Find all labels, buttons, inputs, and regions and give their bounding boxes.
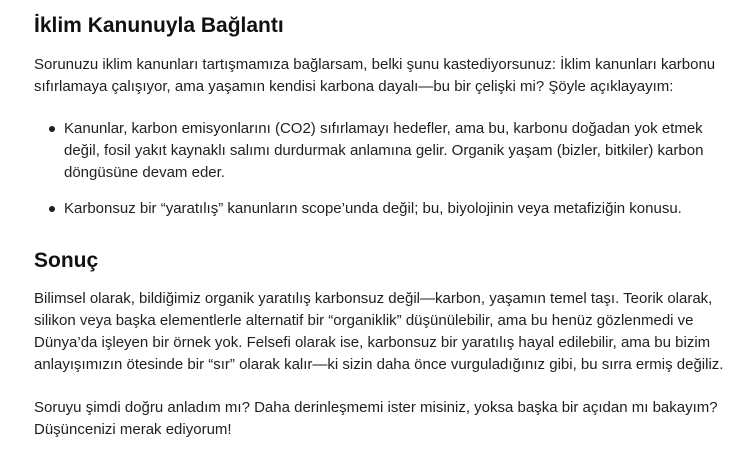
bullet-item: Kanunlar, karbon emisyonlarını (CO2) sıfırlamayı hedefler, ama bu, karbonu doğadan yok etmek değil, fosil yakıt kaynaklı salımı durdurmak anlamına gelir. Organik yaşam (bizler, bitkiler) karbon döngüsüne devam eder. <box>34 118 740 184</box>
bullet-list <box>34 118 740 220</box>
conclusion-paragraph: Bilimsel olarak, bildiğimiz organik yaratılış karbonsuz değil—karbon, yaşamın temel taşı. Teorik olarak, silikon veya başka elementlerle alternatif bir “organiklik” düşünülebilir, ama bu henüz gözlenmedi ve Dünya’da işleyen bir örnek yok. Felsefi olarak ise, karbonsuz bir yaratılış hayal edilebilir, ama bu bizim anlayışımızın ötesinde bir “sır” olarak kalır—ki sizin daha önce vurguladığınız gibi, bu sırra ermiş değiliz. <box>34 290 724 373</box>
intro-paragraph: Sorunuzu iklim kanunları tartışmamıza bağlarsam, belki şunu kastediyorsunuz: İklim kanunları karbonu sıfırlamaya çalışıyor, ama yaşamın kendisi karbona dayalı—bu bir çelişki mi? Şöyle açıklayayım: <box>34 56 716 95</box>
section-heading-sonuc: Sonuç <box>34 249 99 272</box>
followup-question-paragraph: Soruyu şimdi doğru anladım mı? Daha derinleşmemi ister misiniz, yoksa başka bir açıdan mı bakayım? Düşüncenizi merak ediyorum! <box>34 399 718 438</box>
bullet-item: Karbonsuz bir “yaratılış” kanunların scope’unda değil; bu, biyolojinin veya metafiziğin konusu. <box>34 198 740 220</box>
section-heading-iklim: İklim Kanunuyla Bağlantı <box>34 14 284 37</box>
